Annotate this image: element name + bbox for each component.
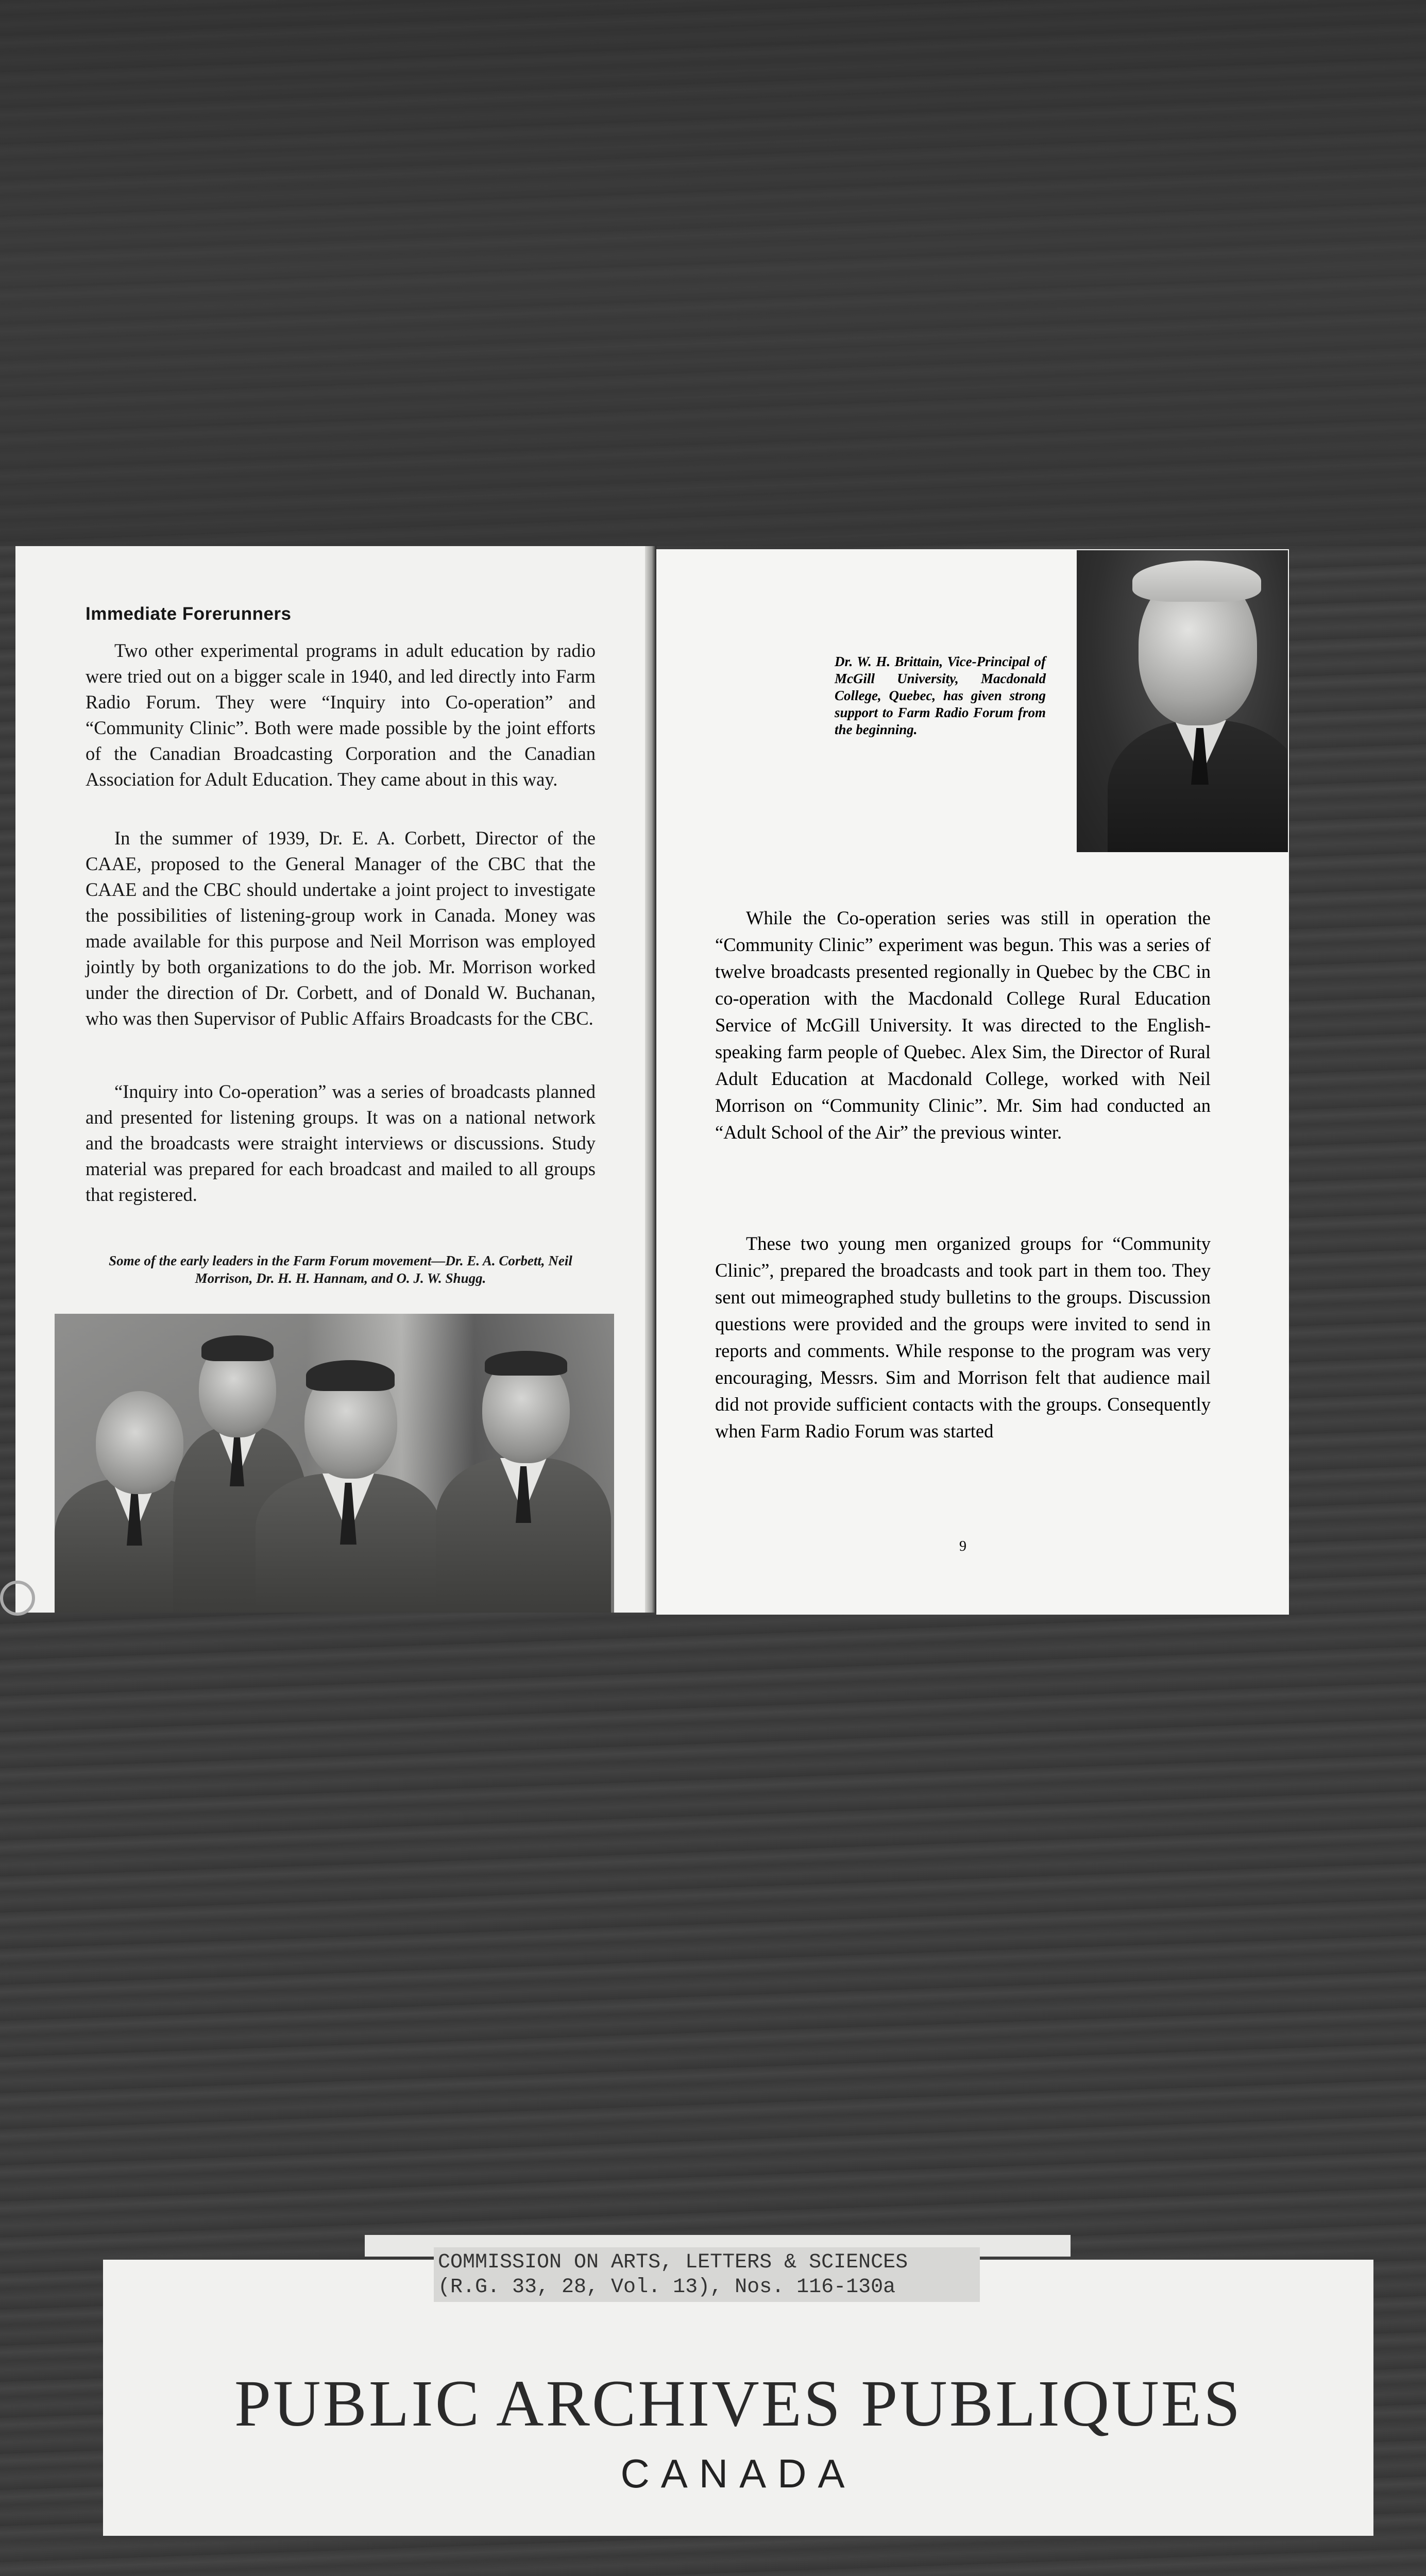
binder-ring <box>0 1581 35 1616</box>
tag-line-1: COMMISSION ON ARTS, LETTERS & SCIENCES <box>438 2251 908 2274</box>
book-gutter <box>645 546 656 1613</box>
left-page <box>15 546 655 1613</box>
group-photo-caption: Some of the early leaders in the Farm Forum movement—Dr. E. A. Corbett, Neil Morrison, Dr. H. H. Hannam, and O. J. W. Shugg. <box>109 1253 572 1286</box>
left-paragraph-3: “Inquiry into Co-operation” was a series of broadcasts planned and presented for listening groups. It was on a national network and the broadcasts were straight interviews or discussions. Study material was prepared for each broadcast and mailed to all groups that registered. <box>86 1081 596 1205</box>
person-shugg <box>436 1345 611 1613</box>
person-hannam <box>256 1355 441 1613</box>
right-paragraph-1: While the Co-operation series was still in operation the “Community Clinic” experiment was begun. This was a series of twelve broadcasts presented regionally in Quebec by the CBC in co-operation with the Macdonald College Rural Education Service of McGill University. It was directed to the English-speaking farm people of Quebec. Alex Sim, the Director of Rural Adult Education at Macdonald College, worked with Neil Morrison on “Community Clinic”. Mr. Sim had conducted an “Adult School of the Air” the previous winter. <box>715 907 1211 1143</box>
archive-subtitle: CANADA <box>620 2451 856 2496</box>
reference-tag <box>434 2247 980 2302</box>
portrait-photo <box>1077 550 1288 852</box>
tag-line-2: (R.G. 33, 28, Vol. 13), Nos. 116-130a <box>438 2276 896 2299</box>
left-paragraph-1: Two other experimental programs in adult education by radio were tried out on a bigger scale in 1940, and led directly into Farm Radio Forum. They were “Inquiry into Co-operation” and “Community Clinic”. Both were made possible by the joint efforts of the Canadian Broadcasting Corporation and the Canadian Association for Adult Education. They came about in this way. <box>86 640 596 790</box>
left-paragraph-2: In the summer of 1939, Dr. E. A. Corbett, Director of the CAAE, proposed to the General Manager of the CBC that the CAAE and the CBC should undertake a joint project to investigate the possibilities of listening-group work in Canada. Money was made available for this purpose and Neil Morrison was employed jointly by both organizations to do the job. Mr. Morrison worked under the direction of Dr. Corbett, and of Donald W. Buchanan, who was then Supervisor of Public Affairs Broadcasts for the CBC. <box>86 827 596 1029</box>
group-photo <box>55 1314 614 1613</box>
portrait-caption: Dr. W. H. Brittain, Vice-Principal of McGill University, Macdonald College, Quebec, has given strong support to Farm Radio Forum from the beginning. <box>835 654 1046 737</box>
archive-title: PUBLIC ARCHIVES PUBLIQUES <box>234 2367 1243 2440</box>
section-heading: Immediate Forerunners <box>86 604 292 624</box>
right-paragraph-2: These two young men organized groups for “Community Clinic”, prepared the broadcasts and took part in them too. They sent out mimeographed study bulletins to the groups. Discussion questions were provided and the groups were invited to send in reports and comments. While response to the program was very encouraging, Messrs. Sim and Morrison felt that audience mail did not provide sufficient contacts with the groups. Consequently when Farm Radio Forum was started <box>715 1233 1211 1442</box>
page-number: 9 <box>959 1538 966 1554</box>
wood-background <box>0 0 1426 546</box>
